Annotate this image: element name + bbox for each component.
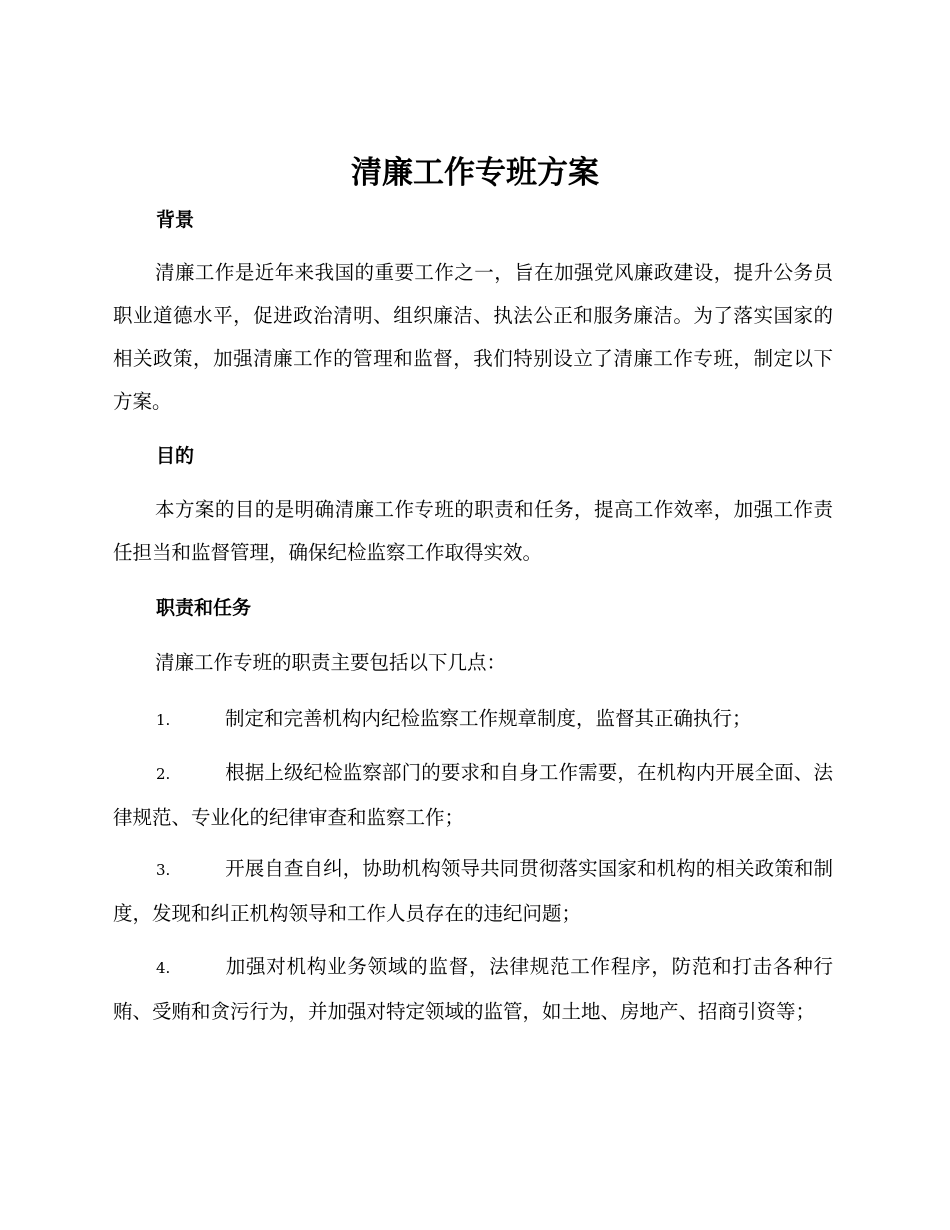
list-item — [113, 751, 833, 839]
list-item-text: 根据上级纪检监察部门的要求和自身工作需要，在机构内开展全面、法律规范、专业化的纪律审查和监察工作； — [113, 761, 833, 829]
list-item-number: 3. — [156, 861, 171, 879]
section-heading-background: 背景 — [156, 209, 195, 231]
list-item-text: 制定和完善机构内纪检监察工作规章制度，监督其正确执行； — [225, 707, 752, 730]
section-paragraph-background: 清廉工作是近年来我国的重要工作之一，旨在加强党风廉政建设，提升公务员职业道德水平，促进政治清明、组织廉洁、执法公正和服务廉洁。为了落实国家的相关政策，加强清廉工作的管理和监督，我们特别设立了清廉工作专班，制定以下方案。 — [113, 261, 833, 413]
section-paragraph-purpose: 本方案的目的是明确清廉工作专班的职责和任务，提高工作效率，加强工作责任担当和监督管理，确保纪检监察工作取得实效。 — [113, 498, 833, 564]
document-title: 清廉工作专班方案 — [351, 155, 599, 191]
list-item-text: 加强对机构业务领域的监督，法律规范工作程序，防范和打击各种行贿、受贿和贪污行为，并加强对特定领域的监管，如土地、房地产、招商引资等； — [113, 955, 833, 1023]
section-heading-purpose: 目的 — [156, 445, 195, 467]
section-paragraph-duties: 清廉工作专班的职责主要包括以下几点： — [155, 651, 507, 674]
list-item — [113, 945, 833, 1033]
list-item — [113, 697, 833, 742]
list-item-number: 1. — [156, 711, 171, 729]
section-heading-duties: 职责和任务 — [156, 597, 252, 619]
list-item-number: 4. — [156, 959, 171, 977]
list-item — [113, 847, 833, 935]
list-item-text: 开展自查自纠，协助机构领导共同贯彻落实国家和机构的相关政策和制度，发现和纠正机构领导和工作人员存在的违纪问题； — [113, 857, 833, 925]
list-item-number: 2. — [156, 765, 171, 783]
